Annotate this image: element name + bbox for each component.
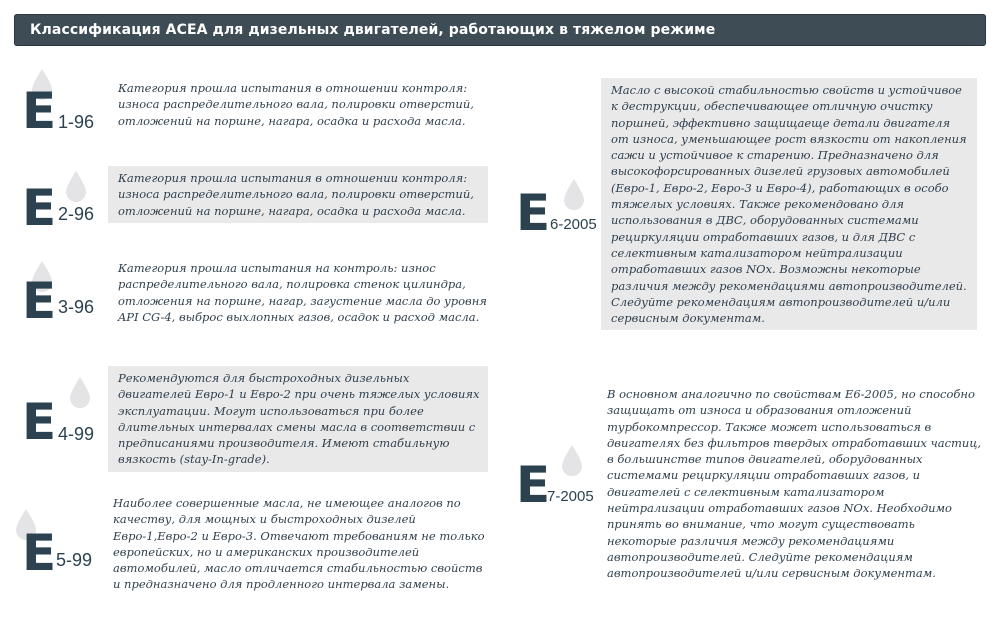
category-letter: E bbox=[22, 82, 57, 140]
category-code: 2-96 bbox=[58, 204, 95, 224]
category-code: 6-2005 bbox=[550, 216, 597, 233]
category-description: Рекомендуются для быстроходных дизельных двигателей Евро-1 и Евро-2 при очень тяжелых условиях эксплуатации. Могут использоваться при более длительных интервалах смены масла в соответствии с предписаниями производителя. Имеют стабильную вязкость (stay-In-grade). bbox=[108, 366, 488, 472]
category-letter: E bbox=[516, 184, 551, 242]
category-code: 7-2005 bbox=[547, 488, 594, 505]
category-description: Категория прошла испытания на контроль: износ распределительного вала, полировка стенок цилиндра, отложения на поршне, нагар, загустение масла до уровня API CG-4, выброс выхлопных газов, осадок и расход масла. bbox=[118, 261, 487, 324]
drop-icon bbox=[558, 178, 590, 210]
category-description: Категория прошла испытания в отношении контроля: износа распределительного вала, полировки отверстий, отложений на поршне, нагара, осадка и расхода масла. bbox=[118, 81, 474, 128]
category-letter: E bbox=[22, 179, 57, 237]
category-description: Категория прошла испытания в отношении контроля: износа распределительного вала, полировки отверстий, отложений на поршне, нагара, осадка и расхода масла. bbox=[108, 166, 488, 223]
category-letter: E bbox=[22, 524, 57, 582]
drop-icon bbox=[60, 170, 92, 202]
category-code: 4-99 bbox=[58, 424, 95, 444]
drop-icon bbox=[556, 444, 588, 476]
drop-icon bbox=[64, 376, 96, 408]
category-description: В основном аналогично по свойствам Е6-2005, но способно защищать от износа и образования отложений турбокомпрессор. Также может использоваться в двигателях без фильтров твердых отработавших частиц, в большинстве типов двигателей, оборудованных системами рециркуляции отработавших газов, и двигателей с селективным катализатором нейтрализации отработавших газов NOx. Необходимо принять во внимание, что могут существовать некоторые различия между рекомендациями автопроизводителей. Следуйте рекомендациям автопроизводителей и/или сервисным документам. bbox=[607, 387, 982, 581]
category-code: 5-99 bbox=[56, 550, 93, 570]
category-code: 3-96 bbox=[58, 297, 95, 317]
page-title: Классификация ACEA для дизельных двигателей, работающих в тяжелом режиме bbox=[30, 22, 716, 38]
category-letter: E bbox=[22, 393, 57, 451]
category-description: Наиболее совершенные масла, не имеющее аналогов по качеству, для мощных и быстроходных дизелей Евро-1,Евро-2 и Евро-3. Отвечают требованиям не только европейских, но и американских производителей автомобилей, масло отличается стабильностью свойств и предназначено для продленного интервала замены. bbox=[113, 496, 485, 592]
category-letter: E bbox=[516, 456, 551, 514]
category-description: Масло с высокой стабильностью свойств и устойчивое к деструкции, обеспечивающее отличную очистку поршней, эффективно защищаеще детали двигателя от износа, уменьшающее рост вязкости от накопления сажи и устойчивое к старению. Предназначено для высокофорсированных дизелей грузовых автомобилей (Евро-1, Евро-2, Евро-3 и Евро-4), работающих в особо тяжелых условиях. Также рекомендовано для использования в ДВС, оборудованных системами рециркуляции отработавших газов, и для ДВС с селективным катализатором нейтрализации отработавших газов NOx. Возможны некоторые различия между рекомендациями автопроизводителей. Следуйте рекомендациям автопроизводителей и/или сервисным документам. bbox=[601, 78, 977, 330]
header-banner bbox=[14, 14, 986, 46]
category-letter: E bbox=[22, 272, 57, 330]
category-code: 1-96 bbox=[58, 112, 95, 132]
